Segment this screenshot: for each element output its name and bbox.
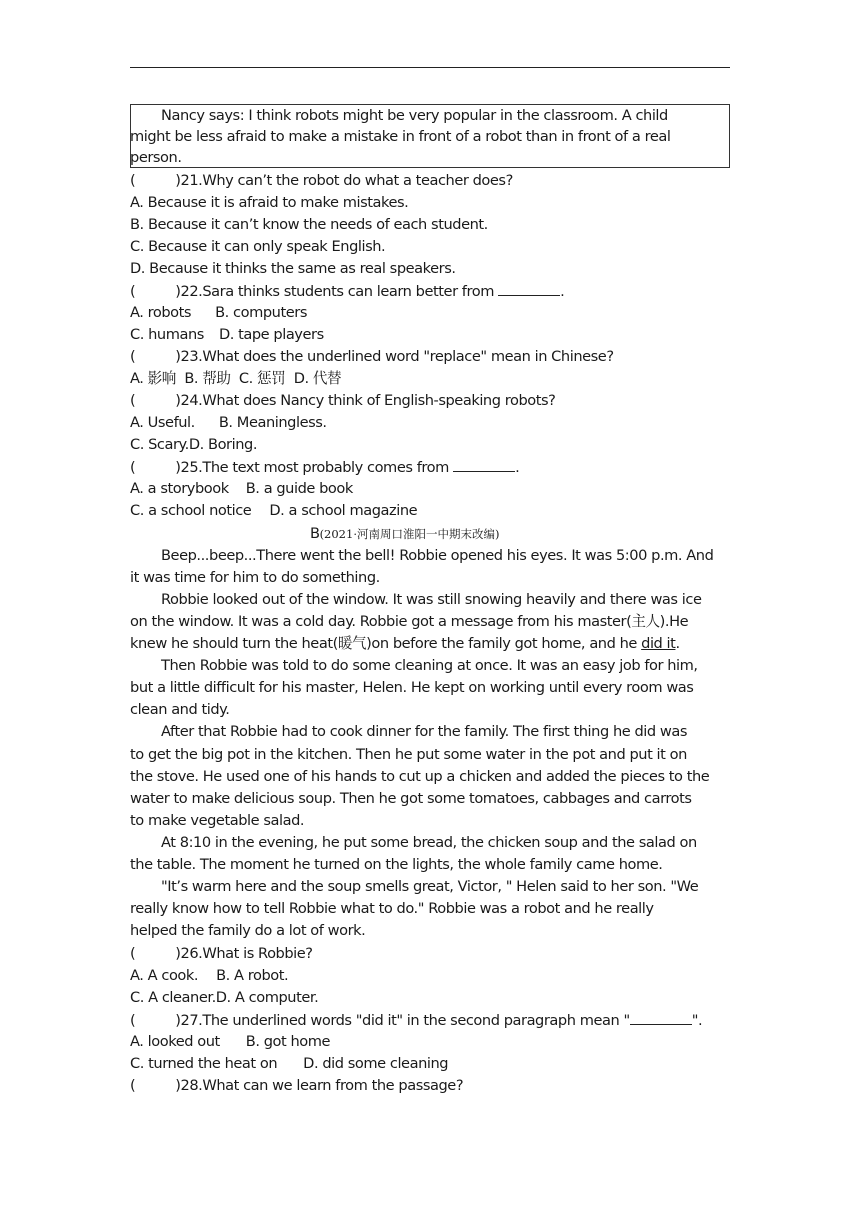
answer-paren[interactable]: ( bbox=[130, 172, 136, 189]
passage-b-line: really know how to tell Robbie what to do." Robbie was a robot and he really bbox=[130, 900, 654, 917]
q23-options: A. 影响 B. 帮助 C. 惩罚 D. 代替 bbox=[130, 370, 342, 387]
passage-b-line: knew he should turn the heat(暖气)on before the family got home, and he did it. bbox=[130, 635, 680, 652]
passage-a-line: Nancy says: I think robots might be very popular in the classroom. A child bbox=[161, 107, 668, 124]
passage-b-line: Robbie looked out of the window. It was still snowing heavily and there was ice bbox=[161, 591, 702, 608]
question-23-stem: ( )23.What does the underlined word "replace" mean in Chinese? bbox=[130, 348, 614, 365]
passage-b-line: on the window. It was a cold day. Robbie got a message from his master(主人).He bbox=[130, 613, 689, 630]
answer-paren[interactable]: ( bbox=[130, 1012, 136, 1029]
header-rule bbox=[130, 67, 730, 68]
passage-b-line: "It’s warm here and the soup smells great, Victor, " Helen said to her son. "We bbox=[161, 878, 699, 895]
q26-options-ab: A. A cook. B. A robot. bbox=[130, 967, 289, 984]
q21-option-c: C. Because it can only speak English. bbox=[130, 238, 386, 255]
fill-blank bbox=[630, 1010, 692, 1025]
q21-option-d: D. Because it thinks the same as real speakers. bbox=[130, 260, 456, 277]
question-24-stem: ( )24.What does Nancy think of English-speaking robots? bbox=[130, 392, 556, 409]
fill-blank bbox=[498, 281, 560, 296]
passage-b-line: Then Robbie was told to do some cleaning at once. It was an easy job for him, bbox=[161, 657, 698, 674]
answer-paren[interactable]: ( bbox=[130, 459, 136, 476]
passage-a-line: person. bbox=[130, 149, 182, 166]
q22-options-cd: C. humans D. tape players bbox=[130, 326, 324, 343]
q24-options-ab: A. Useful. B. Meaningless. bbox=[130, 414, 327, 431]
answer-paren[interactable]: ( bbox=[130, 283, 136, 300]
answer-paren[interactable]: ( bbox=[130, 392, 136, 409]
passage-b-line: clean and tidy. bbox=[130, 701, 230, 718]
question-25-stem: ( )25.The text most probably comes from . bbox=[130, 459, 520, 476]
q25-options-ab: A. a storybook B. a guide book bbox=[130, 480, 353, 497]
passage-b-line: At 8:10 in the evening, he put some bread, the chicken soup and the salad on bbox=[161, 834, 697, 851]
passage-b-line: to get the big pot in the kitchen. Then he put some water in the pot and put it on bbox=[130, 746, 687, 763]
answer-paren[interactable]: ( bbox=[130, 1077, 136, 1094]
passage-b-line: After that Robbie had to cook dinner for the family. The first thing he did was bbox=[161, 723, 688, 740]
passage-b-line: water to make delicious soup. Then he got some tomatoes, cabbages and carrots bbox=[130, 790, 692, 807]
section-b-heading: B(2021·河南周口淮阳一中期末改编) bbox=[310, 525, 500, 542]
passage-b-line: helped the family do a lot of work. bbox=[130, 922, 366, 939]
passage-a-line: might be less afraid to make a mistake in front of a robot than in front of a real bbox=[130, 128, 671, 145]
passage-b-line: but a little difficult for his master, Helen. He kept on working until every room was bbox=[130, 679, 694, 696]
question-27-stem: ( )27.The underlined words "did it" in the second paragraph mean " ". bbox=[130, 1012, 703, 1029]
q22-options-ab: A. robots B. computers bbox=[130, 304, 307, 321]
passage-b-line: the table. The moment he turned on the lights, the whole family came home. bbox=[130, 856, 663, 873]
answer-paren[interactable]: ( bbox=[130, 348, 136, 365]
q21-option-a: A. Because it is afraid to make mistakes. bbox=[130, 194, 409, 211]
q27-options-ab: A. looked out B. got home bbox=[130, 1033, 331, 1050]
q25-options-cd: C. a school notice D. a school magazine bbox=[130, 502, 418, 519]
question-22-stem: ( )22.Sara thinks students can learn better from . bbox=[130, 283, 565, 300]
fill-blank bbox=[453, 457, 515, 472]
passage-b-line: the stove. He used one of his hands to cut up a chicken and added the pieces to the bbox=[130, 768, 710, 785]
q24-options-cd: C. Scary.D. Boring. bbox=[130, 436, 258, 453]
q26-options-cd: C. A cleaner.D. A computer. bbox=[130, 989, 319, 1006]
underlined-did-it: did it bbox=[641, 635, 676, 652]
answer-paren[interactable]: ( bbox=[130, 945, 136, 962]
section-b-source: (2021·河南周口淮阳一中期末改编) bbox=[319, 527, 500, 541]
question-26-stem: ( )26.What is Robbie? bbox=[130, 945, 313, 962]
passage-b-line: to make vegetable salad. bbox=[130, 812, 305, 829]
q21-option-b: B. Because it can’t know the needs of each student. bbox=[130, 216, 488, 233]
passage-b-line: it was time for him to do something. bbox=[130, 569, 380, 586]
q27-options-cd: C. turned the heat on D. did some cleaning bbox=[130, 1055, 449, 1072]
question-28-stem: ( )28.What can we learn from the passage? bbox=[130, 1077, 464, 1094]
passage-b-line: Beep...beep...There went the bell! Robbie opened his eyes. It was 5:00 p.m. And bbox=[161, 547, 714, 564]
question-21-stem: ( )21.Why can’t the robot do what a teacher does? bbox=[130, 172, 513, 189]
